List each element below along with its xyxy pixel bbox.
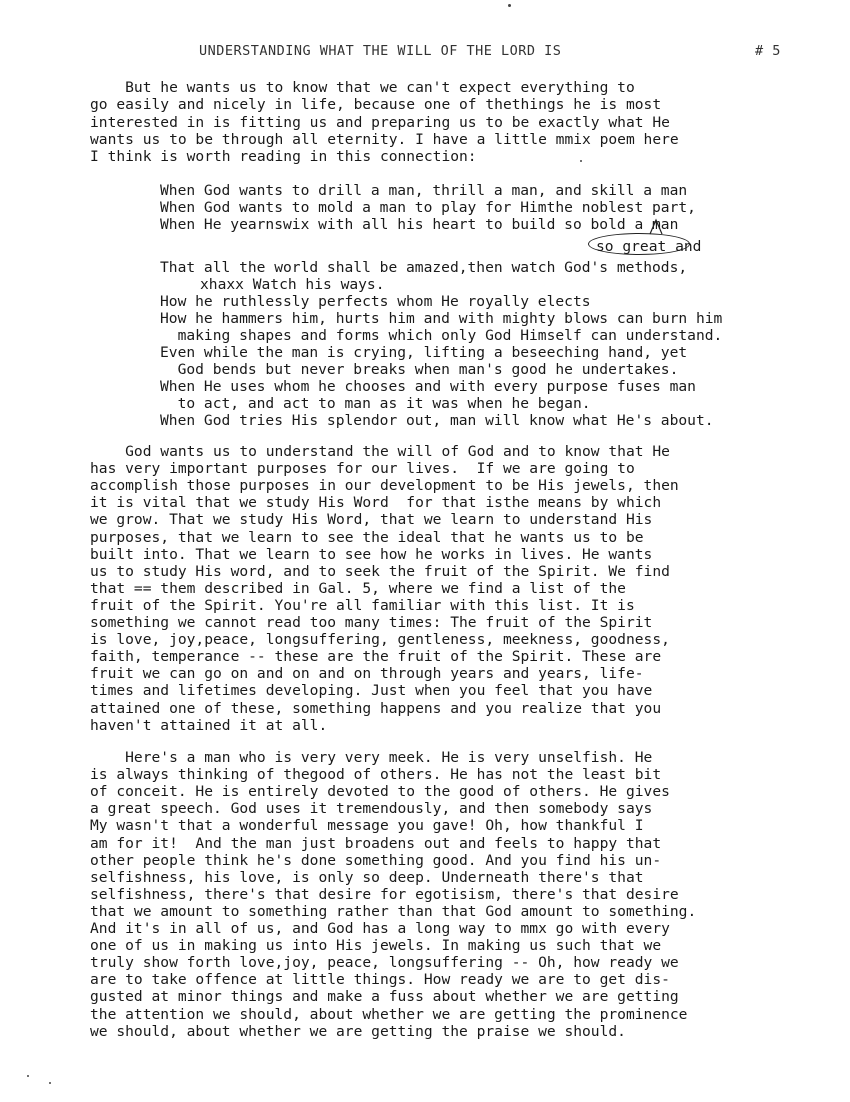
paragraph2-line: we grow. That we study His Word, that we learn to understand His — [90, 511, 653, 529]
document-title: UNDERSTANDING WHAT THE WILL OF THE LORD IS — [199, 43, 562, 59]
paragraph2-line: has very important purposes for our lives. If we are going to — [90, 460, 635, 478]
paragraph3-line: a great speech. God uses it tremendously, and then somebody says — [90, 800, 653, 818]
paragraph2-line: fruit we can go on and on and on through years and years, life- — [90, 665, 644, 683]
paragraph2-line: haven't attained it at all. — [90, 716, 328, 734]
poem-line: God bends but never breaks when man's good he undertakes. — [160, 361, 679, 378]
poem-line: Even while the man is crying, lifting a beseeching hand, yet — [160, 344, 688, 361]
poem-line: That all the world shall be amazed,then watch God's methods, — [160, 259, 688, 276]
paragraph3-line: selfishness, his love, is only so deep. Underneath there's that — [90, 868, 644, 886]
poem-line: When He yearnswix with all his heart to build so bold a man — [160, 216, 679, 233]
paragraph3-line: that we amount to something rather than that God amount to something. — [90, 902, 697, 920]
paragraph3-line: My wasn't that a wonderful message you gave! Oh, how thankful I — [90, 817, 644, 835]
paragraph2-line: that == them described in Gal. 5, where we find a list of the — [90, 579, 626, 597]
paragraph3-line: selfishness, there's that desire for egotisism, there's that desire — [90, 885, 679, 903]
poem-line: xhaxx Watch his ways. — [200, 276, 385, 293]
page-speck — [508, 4, 511, 7]
paragraph2-line: times and lifetimes developing. Just when you feel that you have — [90, 682, 653, 700]
handwritten-insertion: so great and — [596, 238, 702, 255]
paragraph3-line: we should, about whether we are getting the praise we should. — [90, 1022, 626, 1040]
page-speck — [27, 1075, 29, 1077]
paragraph1-line: interested in is fitting us and preparing us to be exactly what He — [90, 113, 670, 131]
poem-line: making shapes and forms which only God Himself can understand. — [160, 327, 723, 344]
paragraph2-line: built into. That we learn to see how he works in lives. He wants — [90, 545, 653, 563]
poem-line: When God wants to drill a man, thrill a man, and skill a man — [160, 182, 688, 199]
paragraph2-line: faith, temperance -- these are the fruit of the Spirit. These are — [90, 648, 662, 666]
page-speck — [49, 1082, 51, 1084]
paragraph3-line: Here's a man who is very very meek. He is very unselfish. He — [90, 749, 653, 766]
page-speck — [580, 160, 582, 162]
poem-line: How he ruthlessly perfects whom He royally elects — [160, 293, 591, 310]
paragraph3-line: And it's in all of us, and God has a long way to mmx go with every — [90, 920, 670, 937]
paragraph1-line: go easily and nicely in life, because one of thethings he is most — [90, 96, 662, 114]
paragraph2-line: accomplish those purposes in our development to be His jewels, then — [90, 477, 679, 495]
paragraph2-line: us to study His word, and to seek the fruit of the Spirit. We find — [90, 562, 670, 580]
page-header — [0, 43, 850, 63]
paragraph3-line: the attention we should, about whether we are getting the prominence — [90, 1005, 688, 1023]
poem-line: When God wants to mold a man to play for Himthe noblest part, — [160, 199, 696, 216]
paragraph3-line: truly show forth love,joy, peace, longsuffering -- Oh, how ready we — [90, 954, 679, 972]
paragraph1-line: But he wants us to know that we can't expect everything to — [90, 79, 635, 96]
paragraph2-line: is love, joy,peace, longsuffering, gentleness, meekness, goodness, — [90, 631, 670, 649]
paragraph2-line: purposes, that we learn to see the ideal that he wants us to be — [90, 528, 644, 546]
insertion-caret-mark — [646, 218, 666, 236]
paragraph3-line: of conceit. He is entirely devoted to the good of others. He gives — [90, 783, 670, 801]
paragraph1-line: I think is worth reading in this connection: — [90, 148, 477, 166]
poem-line: When God tries His splendor out, man will know what He's about. — [160, 412, 714, 429]
paragraph2-line: fruit of the Spirit. You're all familiar with this list. It is — [90, 596, 635, 614]
poem-line: When He uses whom he chooses and with every purpose fuses man — [160, 378, 696, 395]
page-number: # 5 — [755, 43, 781, 59]
paragraph3-line: other people think he's done something good. And you find his un- — [90, 851, 662, 869]
paragraph3-line: one of us in making us into His jewels. In making us such that we — [90, 937, 662, 955]
poem-line: How he hammers him, hurts him and with mighty blows can burn him — [160, 310, 723, 327]
paragraph2-line: attained one of these, something happens and you realize that you — [90, 699, 662, 717]
paragraph3-line: am for it! And the man just broadens out and feels to happy that — [90, 834, 662, 852]
paragraph2-line: God wants us to understand the will of God and to know that He — [90, 443, 670, 460]
poem-line: to act, and act to man as it was when he began. — [160, 395, 591, 412]
paragraph3-line: gusted at minor things and make a fuss about whether we are getting — [90, 988, 679, 1006]
paragraph3-line: is always thinking of thegood of others. He has not the least bit — [90, 766, 662, 784]
paragraph2-line: something we cannot read too many times: The fruit of the Spirit — [90, 614, 653, 631]
paragraph1-line: wants us to be through all eternity. I have a little mmix poem here — [90, 130, 679, 148]
paragraph3-line: are to take offence at little things. How ready we are to get dis- — [90, 971, 670, 989]
paragraph2-line: it is vital that we study His Word for that isthe means by which — [90, 494, 662, 512]
